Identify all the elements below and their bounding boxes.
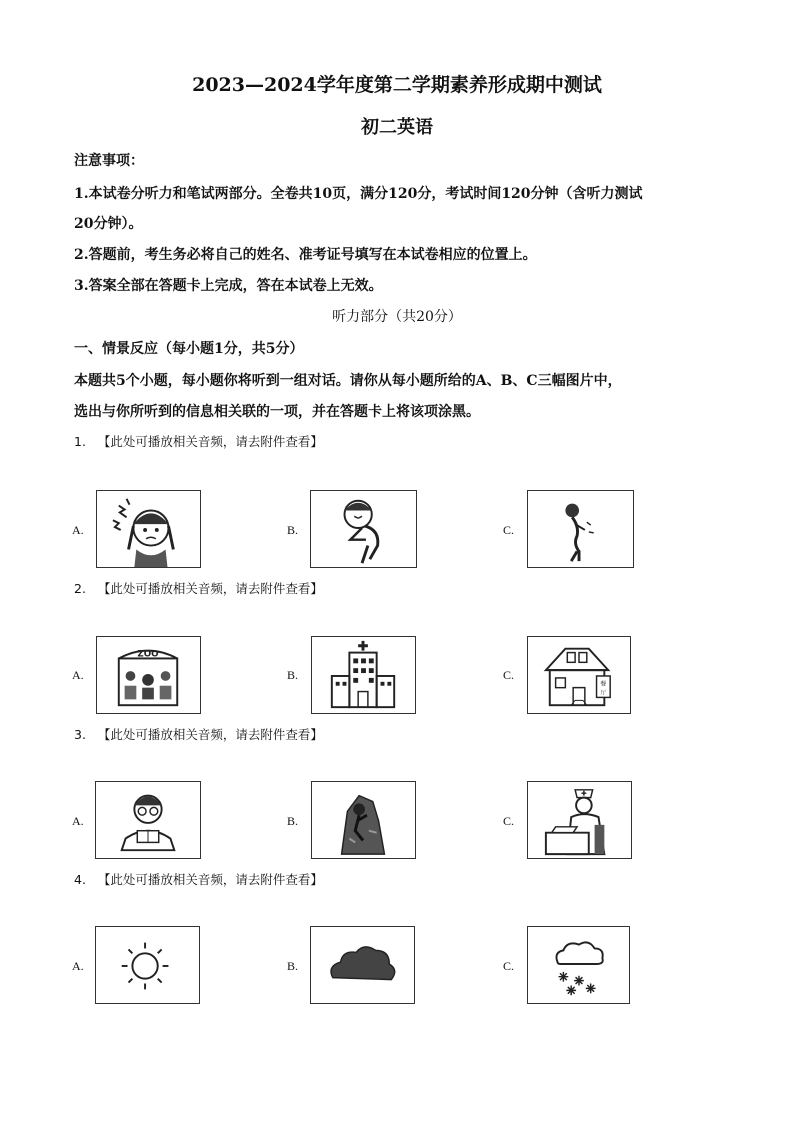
- q3-option-c-label: C.: [503, 814, 515, 828]
- q2-option-b-hospital-picture[interactable]: [311, 636, 416, 714]
- part1-heading: 一、情景反应（每小题1分，共5分）: [74, 341, 304, 357]
- q2-option-a-label: A.: [72, 668, 84, 682]
- q2-option-c-label: C.: [503, 668, 515, 682]
- question-4-prompt: 4. 【此处可播放相关音频，请去附件查看】: [74, 872, 323, 887]
- q1-option-c-backache-picture[interactable]: [527, 490, 634, 568]
- note-item-2: 2.答题前，考生务必将自己的姓名、准考证号填写在本试卷相应的位置上。: [74, 247, 537, 263]
- q2-option-b-label: B.: [287, 668, 299, 682]
- q3-option-a-student-picture[interactable]: [95, 781, 201, 859]
- question-2-prompt: 2. 【此处可播放相关音频，请去附件查看】: [74, 581, 323, 596]
- q1-option-c-label: C.: [503, 523, 515, 537]
- q3-option-b-climber-picture[interactable]: [311, 781, 416, 859]
- svg-text:ZOO: ZOO: [137, 649, 159, 660]
- q1-option-b-stomachache-picture[interactable]: [310, 490, 417, 568]
- q4-option-c-label: C.: [503, 959, 515, 973]
- notes-heading: 注意事项：: [74, 153, 144, 169]
- q1-option-a-headache-picture[interactable]: [96, 490, 201, 568]
- q4-option-a-sunny-picture[interactable]: [95, 926, 200, 1004]
- restaurant-sign-char-2: 厅: [600, 690, 607, 697]
- q2-option-a-zoo-picture[interactable]: [96, 636, 201, 714]
- q3-option-a-label: A.: [72, 814, 84, 828]
- instruction-line-2: 选出与你所听到的信息相关联的一项，并在答题卡上将该项涂黑。: [74, 404, 480, 420]
- note-item-1-cont: 20分钟）。: [74, 216, 143, 232]
- restaurant-sign-char-1: 餐: [600, 681, 607, 688]
- q3-option-c-nurse-picture[interactable]: [527, 781, 632, 859]
- section-title: 听力部分（共20分）: [332, 309, 462, 325]
- instruction-line-1: 本题共5个小题，每小题你将听到一组对话。请你从每小题所给的A、B、C三幅图片中，: [74, 373, 622, 389]
- q1-option-a-label: A.: [72, 523, 84, 537]
- q4-option-b-cloudy-picture[interactable]: [310, 926, 415, 1004]
- q3-option-b-label: B.: [287, 814, 299, 828]
- q4-option-b-label: B.: [287, 959, 299, 973]
- question-1-prompt: 1. 【此处可播放相关音频，请去附件查看】: [74, 434, 323, 449]
- q1-option-b-label: B.: [287, 523, 299, 537]
- note-item-1: 1.本试卷分听力和笔试两部分。全卷共10页，满分120分，考试时间120分钟（含听力测试: [74, 186, 643, 202]
- note-item-3: 3.答案全部在答题卡上完成，答在本试卷上无效。: [74, 278, 383, 294]
- q2-option-c-restaurant-picture[interactable]: [527, 636, 631, 714]
- q4-option-a-label: A.: [72, 959, 84, 973]
- cloud-icon: [311, 927, 414, 1003]
- question-3-prompt: 3. 【此处可播放相关音频，请去附件查看】: [74, 727, 323, 742]
- q4-option-c-snowy-picture[interactable]: [527, 926, 630, 1004]
- sun-icon: [96, 927, 199, 1003]
- exam-subtitle: 初二英语: [361, 117, 433, 138]
- snow-icon: [528, 927, 629, 1003]
- exam-title: 2023—2024学年度第二学期素养形成期中测试: [192, 74, 602, 96]
